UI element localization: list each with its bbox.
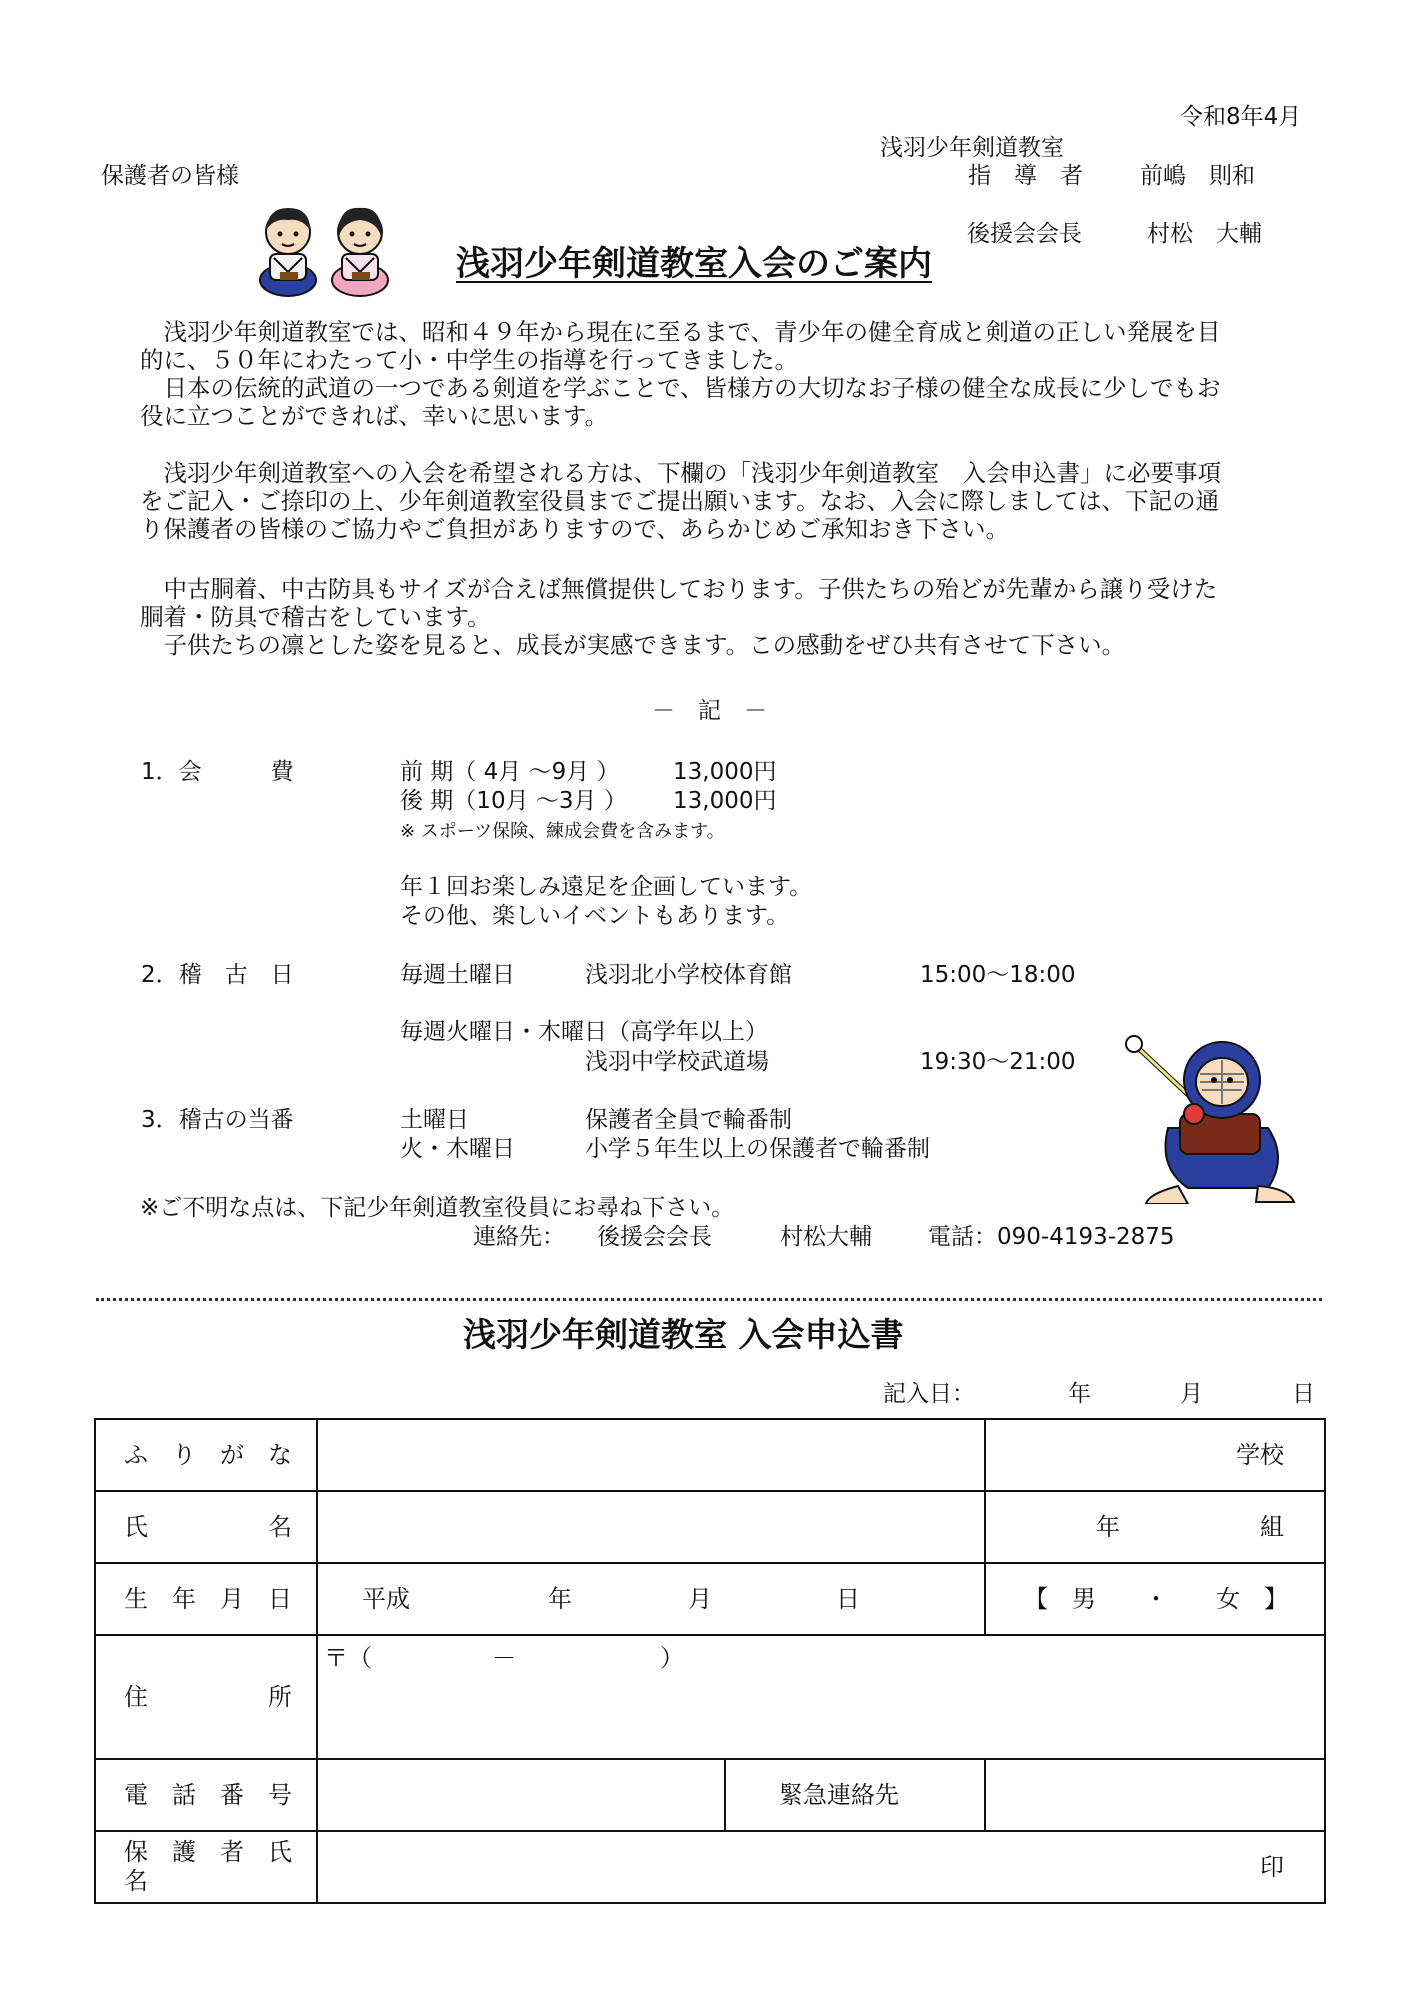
birth-day-label: 日 bbox=[836, 1584, 860, 1613]
fees-first-amount: 13,000円 bbox=[673, 759, 777, 785]
practice-weekday-day: 毎週火曜日・木曜日（高学年以上） bbox=[400, 1019, 768, 1045]
practice-sat-place: 浅羽北小学校体育館 bbox=[585, 962, 792, 988]
form-row-address bbox=[95, 1635, 1325, 1759]
intro-line: 役に立つことができれば、幸いに思います。 bbox=[140, 402, 609, 430]
address-label: 住 所 bbox=[95, 1635, 317, 1759]
contact-phone: 電話：090-4193-2875 bbox=[928, 1224, 1175, 1250]
supporter-role: 後援会会長 bbox=[967, 221, 1082, 247]
girl-figure bbox=[332, 208, 388, 296]
practice-sat-day: 毎週土曜日 bbox=[400, 962, 515, 988]
birth-year-label: 年 bbox=[548, 1584, 572, 1613]
form-row-guardian bbox=[95, 1831, 1325, 1903]
grade-field[interactable] bbox=[985, 1491, 1325, 1563]
fees-second-term: 後 期（10月 ～3月 ） bbox=[400, 788, 627, 814]
practice-label: 2．稽 古 日 bbox=[141, 962, 294, 988]
school-field[interactable] bbox=[985, 1419, 1325, 1491]
date: 令和8年4月 bbox=[1180, 104, 1302, 130]
emergency-field[interactable] bbox=[985, 1759, 1325, 1831]
birth-field[interactable] bbox=[317, 1563, 985, 1635]
guardian-field[interactable] bbox=[317, 1831, 1325, 1903]
form-date-label: 記入日： bbox=[883, 1381, 975, 1407]
school-label: 学校 bbox=[1236, 1440, 1285, 1469]
fees-second-amount: 13,000円 bbox=[673, 788, 777, 814]
org-name: 浅羽少年剣道教室 bbox=[880, 135, 1064, 161]
form-row-phone bbox=[95, 1759, 1325, 1831]
duty-sat-desc: 保護者全員で輪番制 bbox=[585, 1107, 792, 1133]
contact-name: 村松大輔 bbox=[780, 1224, 872, 1250]
seal-label: 印 bbox=[1260, 1852, 1285, 1881]
duty-label: 3．稽古の当番 bbox=[141, 1107, 294, 1133]
grade-year-label: 年 bbox=[1096, 1512, 1121, 1541]
application-form-table bbox=[94, 1418, 1326, 1904]
kendo-kids-illustration bbox=[252, 202, 398, 298]
furigana-label: ふ り が な bbox=[95, 1419, 317, 1491]
practice-weekday-place: 浅羽中学校武道場 bbox=[585, 1049, 769, 1075]
birth-month-label: 月 bbox=[688, 1584, 712, 1613]
intro-line: 浅羽少年剣道教室では、昭和４９年から現在に至るまで、青少年の健全育成と剣道の正しい発展を目 bbox=[140, 318, 1221, 346]
intro-paragraph bbox=[140, 318, 1280, 430]
apply-line: をご記入・ご捺印の上、少年剣道教室役員までご提出願います。なお、入会に際しましては、下記の通 bbox=[140, 487, 1220, 515]
form-date-month: 月 bbox=[1180, 1381, 1203, 1407]
duty-sat: 土曜日 bbox=[400, 1107, 469, 1133]
intro-line: 的に、５０年にわたって小・中学生の指導を行ってきました。 bbox=[140, 346, 798, 374]
practice-weekday-time: 19:30～21:00 bbox=[920, 1049, 1076, 1075]
phone-field[interactable] bbox=[317, 1759, 725, 1831]
gear-line: 胴着・防具で稽古をしています。 bbox=[140, 603, 491, 631]
contact-note: ※ご不明な点は、下記少年剣道教室役員にお尋ね下さい。 bbox=[140, 1195, 735, 1221]
gender-field[interactable] bbox=[985, 1563, 1325, 1635]
emergency-label: 緊急連絡先 bbox=[725, 1759, 985, 1831]
form-row-birth bbox=[95, 1563, 1325, 1635]
birth-era: 平成 bbox=[362, 1584, 410, 1613]
furigana-field[interactable] bbox=[317, 1419, 985, 1491]
fees-label: 1．会 費 bbox=[141, 759, 294, 785]
birth-label: 生 年 月 日 bbox=[95, 1563, 317, 1635]
instructor-name: 前嶋 則和 bbox=[1140, 163, 1255, 189]
gear-paragraph bbox=[140, 575, 1280, 659]
ki-heading: － 記 － bbox=[652, 698, 767, 724]
page-title: 浅羽少年剣道教室入会のご案内 bbox=[456, 244, 932, 284]
contact-role: 後援会会長 bbox=[597, 1224, 712, 1250]
grade-class-label: 組 bbox=[1260, 1512, 1285, 1541]
form-row-name bbox=[95, 1491, 1325, 1563]
boy-figure bbox=[260, 208, 316, 296]
name-field[interactable] bbox=[317, 1491, 985, 1563]
fees-note: ※ スポーツ保険、練成会費を含みます。 bbox=[400, 821, 725, 842]
practice-sat-time: 15:00～18:00 bbox=[920, 962, 1076, 988]
postal-code: 〒（ － ） bbox=[324, 1644, 684, 1672]
phone-label: 電 話 番 号 bbox=[95, 1759, 317, 1831]
gear-line: 子供たちの凛とした姿を見ると、成長が実感できます。この感動をぜひ共有させて下さい。 bbox=[140, 631, 1126, 659]
form-row-furigana bbox=[95, 1419, 1325, 1491]
guardian-label: 保 護 者 氏 名 bbox=[95, 1831, 317, 1903]
fees-extra-2: その他、楽しいイベントもあります。 bbox=[400, 903, 790, 929]
gear-line: 中古胴着、中古防具もサイズが合えば無償提供しております。子供たちの殆どが先輩から譲り受けた bbox=[140, 575, 1218, 603]
name-label: 氏 名 bbox=[95, 1491, 317, 1563]
addressee: 保護者の皆様 bbox=[101, 163, 239, 189]
form-date-year: 年 bbox=[1068, 1381, 1091, 1407]
fees-extra-1: 年１回お楽しみ遠足を企画しています。 bbox=[400, 874, 813, 900]
duty-weekday-desc: 小学５年生以上の保護者で輪番制 bbox=[585, 1136, 930, 1162]
supporter-name: 村松 大輔 bbox=[1147, 221, 1262, 247]
kendo-player-illustration bbox=[1118, 1018, 1298, 1204]
cut-line-divider bbox=[96, 1298, 1322, 1301]
duty-weekday: 火・木曜日 bbox=[400, 1136, 515, 1162]
gender-options: 【 男 ・ 女 】 bbox=[1024, 1584, 1289, 1613]
apply-line: 浅羽少年剣道教室への入会を希望される方は、下欄の「浅羽少年剣道教室 入会申込書」に必要事項 bbox=[140, 459, 1221, 487]
apply-paragraph bbox=[140, 459, 1280, 543]
form-date-day: 日 bbox=[1292, 1381, 1315, 1407]
form-title: 浅羽少年剣道教室 入会申込書 bbox=[463, 1315, 904, 1354]
fees-first-term: 前 期（ 4月 ～9月 ） bbox=[400, 759, 620, 785]
contact-label: 連絡先： bbox=[473, 1224, 565, 1250]
instructor-role: 指 導 者 bbox=[968, 163, 1083, 189]
apply-line: り保護者の皆様のご協力やご負担がありますので、あらかじめご承知おき下さい。 bbox=[140, 515, 1010, 543]
intro-line: 日本の伝統的武道の一つである剣道を学ぶことで、皆様方の大切なお子様の健全な成長に少しでもお bbox=[140, 374, 1221, 402]
address-field[interactable] bbox=[317, 1635, 1325, 1759]
